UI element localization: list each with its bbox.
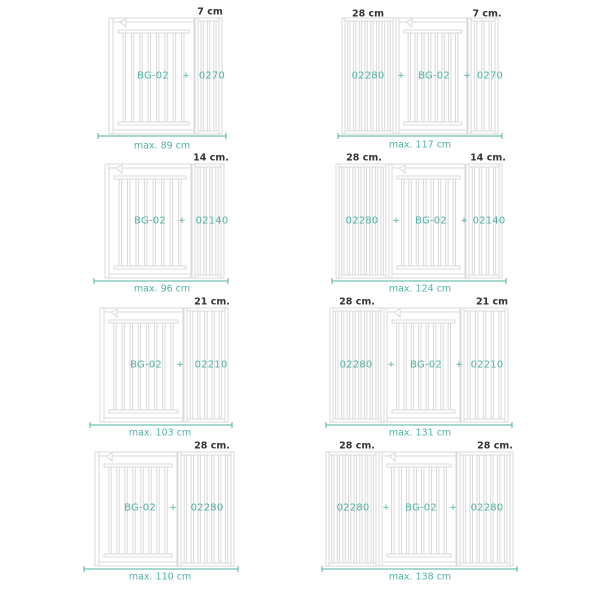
extension-size-left: 28 cm. bbox=[346, 152, 382, 164]
door-bottom bbox=[104, 554, 172, 557]
extension-code-left: 02280 bbox=[339, 359, 373, 371]
gate-bottom-rail bbox=[388, 274, 469, 278]
extension-left-bar bbox=[342, 167, 344, 275]
gate-model-label: BG-02 bbox=[418, 70, 450, 82]
door-bottom bbox=[404, 122, 462, 125]
extension-size-right: 14 cm. bbox=[470, 152, 506, 164]
extension-code-right: 0270 bbox=[198, 70, 226, 82]
door-bar bbox=[109, 467, 111, 554]
door-top bbox=[109, 320, 178, 323]
extension-left-left-post bbox=[336, 164, 339, 278]
extension-right-bottom-rail bbox=[466, 275, 502, 278]
gate-left-post bbox=[95, 452, 99, 566]
extension-size-right: 21 cm bbox=[475, 296, 509, 308]
door-top bbox=[104, 464, 172, 467]
door-bottom bbox=[109, 410, 178, 413]
extension-right-bottom-rail bbox=[192, 275, 224, 278]
extension-code-right: 02210 bbox=[470, 359, 504, 371]
extension-left-left-post bbox=[330, 308, 333, 422]
plus-sign: + bbox=[449, 503, 457, 513]
door-bar bbox=[173, 33, 175, 122]
extension-left-bar bbox=[348, 21, 350, 131]
extension-size-left: 28 cm. bbox=[339, 296, 375, 308]
gate-bottom-rail bbox=[109, 130, 198, 134]
max-width-label: max. 103 cm bbox=[128, 427, 192, 439]
gate-left-post bbox=[100, 308, 104, 422]
extension-left-right-post bbox=[381, 308, 384, 422]
extension-code-right: 0270 bbox=[476, 70, 504, 82]
gate-left-post bbox=[105, 164, 109, 278]
extension-right-bar bbox=[504, 455, 506, 563]
gate-bottom-rail bbox=[378, 562, 460, 566]
extension-left-bar bbox=[371, 455, 373, 563]
extension-right-top-rail bbox=[192, 164, 224, 167]
plus-sign: + bbox=[455, 360, 463, 370]
extension-left-right-post bbox=[393, 18, 396, 134]
door-bar bbox=[448, 323, 450, 410]
door-bar bbox=[401, 179, 403, 266]
extension-code-right: 02280 bbox=[190, 502, 224, 514]
gate-model-label: BG-02 bbox=[130, 359, 162, 371]
extension-code-right: 02140 bbox=[472, 215, 506, 227]
extension-size-left: 28 cm bbox=[351, 8, 385, 20]
door-top bbox=[404, 30, 462, 33]
extension-left-left-post bbox=[326, 452, 329, 566]
extension-size-right: 14 cm. bbox=[193, 152, 229, 164]
door-bar bbox=[453, 179, 455, 266]
plus-sign: + bbox=[392, 216, 400, 226]
door-bottom bbox=[397, 266, 460, 269]
door-bar bbox=[123, 33, 125, 122]
extension-code-left: 02280 bbox=[345, 215, 379, 227]
door-top bbox=[114, 176, 186, 179]
gate-model-label: BG-02 bbox=[415, 215, 447, 227]
door-bar bbox=[170, 179, 172, 266]
extension-left-bar bbox=[336, 311, 338, 419]
door-bottom bbox=[392, 410, 455, 413]
extension-right-left-post bbox=[192, 164, 195, 278]
door-bottom bbox=[114, 266, 186, 269]
extension-right-left-post bbox=[178, 452, 181, 566]
extension-right-right-post bbox=[505, 308, 508, 422]
extension-size-right: 21 cm. bbox=[194, 296, 230, 308]
extension-left-bar bbox=[388, 21, 390, 131]
max-width-label: max. 138 cm bbox=[388, 571, 452, 583]
door-bar bbox=[409, 179, 411, 266]
extension-right-right-post bbox=[231, 452, 234, 566]
plus-sign: + bbox=[397, 71, 405, 81]
gate-bottom-rail bbox=[100, 418, 187, 422]
extension-size-right: 7 cm bbox=[197, 6, 223, 18]
gate-bottom-rail bbox=[383, 418, 464, 422]
plus-sign: + bbox=[463, 71, 471, 81]
door-bar bbox=[399, 467, 401, 554]
door-bar bbox=[119, 179, 121, 266]
gate-model-label: BG-02 bbox=[405, 502, 437, 514]
extension-code-left: 02280 bbox=[336, 502, 370, 514]
extension-right-left-post bbox=[457, 452, 460, 566]
door-top bbox=[387, 464, 451, 467]
door-bar bbox=[128, 179, 130, 266]
extension-size-left: 28 cm. bbox=[339, 440, 375, 452]
door-bar bbox=[171, 323, 173, 410]
door-bar bbox=[437, 467, 439, 554]
extension-right-left-post bbox=[184, 308, 187, 422]
door-bar bbox=[163, 323, 165, 410]
extension-right-bar bbox=[190, 311, 192, 419]
extension-right-bar bbox=[463, 455, 465, 563]
door-bar bbox=[117, 467, 119, 554]
door-bottom bbox=[118, 122, 189, 125]
door-top bbox=[397, 176, 460, 179]
max-width-label: max. 110 cm bbox=[128, 571, 192, 583]
door-top bbox=[118, 30, 189, 33]
door-bar bbox=[404, 323, 406, 410]
door-bar bbox=[444, 467, 446, 554]
extension-code-right: 02280 bbox=[470, 502, 504, 514]
door-bar bbox=[114, 323, 116, 410]
door-bar bbox=[122, 323, 124, 410]
extension-right-bar bbox=[225, 455, 227, 563]
extension-right-top-rail bbox=[466, 164, 502, 167]
max-width-label: max. 96 cm bbox=[133, 283, 191, 295]
door-bar bbox=[415, 33, 417, 122]
extension-code-right: 02210 bbox=[194, 359, 228, 371]
max-width-label: max. 131 cm bbox=[388, 427, 452, 439]
plus-sign: + bbox=[176, 360, 184, 370]
door-bar bbox=[408, 33, 410, 122]
max-width-label: max. 117 cm bbox=[388, 139, 452, 151]
plus-sign: + bbox=[182, 71, 190, 81]
extension-right-right-post bbox=[510, 452, 513, 566]
door-bar bbox=[131, 33, 133, 122]
extension-left-right-post bbox=[376, 452, 379, 566]
door-bar bbox=[165, 467, 167, 554]
gate-left-post bbox=[109, 18, 113, 134]
extension-size-right: 28 cm. bbox=[194, 440, 230, 452]
door-bar bbox=[392, 467, 394, 554]
extension-code-left: 02280 bbox=[351, 70, 385, 82]
door-bottom bbox=[387, 554, 451, 557]
plus-sign: + bbox=[382, 503, 390, 513]
plus-sign: + bbox=[169, 503, 177, 513]
extension-right-left-post bbox=[195, 18, 198, 134]
extension-left-bar bbox=[332, 455, 334, 563]
extension-size-right: 7 cm. bbox=[472, 8, 502, 20]
gate-model-label: BG-02 bbox=[124, 502, 156, 514]
extension-left-right-post bbox=[386, 164, 389, 278]
door-top bbox=[392, 320, 455, 323]
extension-code-right: 02140 bbox=[195, 215, 229, 227]
door-bar bbox=[157, 467, 159, 554]
gate-model-label: BG-02 bbox=[134, 215, 166, 227]
extension-size-right: 28 cm. bbox=[477, 440, 513, 452]
gate-bottom-rail bbox=[105, 274, 195, 278]
extension-left-left-post bbox=[342, 18, 345, 134]
max-width-label: max. 124 cm bbox=[388, 283, 452, 295]
extension-left-bar bbox=[381, 167, 383, 275]
plus-sign: + bbox=[387, 360, 395, 370]
extension-right-bar bbox=[184, 455, 186, 563]
max-width-label: max. 89 cm bbox=[133, 140, 191, 152]
gate-bottom-rail bbox=[95, 562, 181, 566]
gate-model-label: BG-02 bbox=[137, 70, 169, 82]
plus-sign: + bbox=[460, 216, 468, 226]
extension-left-bar bbox=[376, 311, 378, 419]
gate-model-label: BG-02 bbox=[410, 359, 442, 371]
door-bar bbox=[455, 33, 457, 122]
plus-sign: + bbox=[178, 216, 186, 226]
door-bar bbox=[396, 323, 398, 410]
gate-bottom-rail bbox=[395, 130, 471, 134]
